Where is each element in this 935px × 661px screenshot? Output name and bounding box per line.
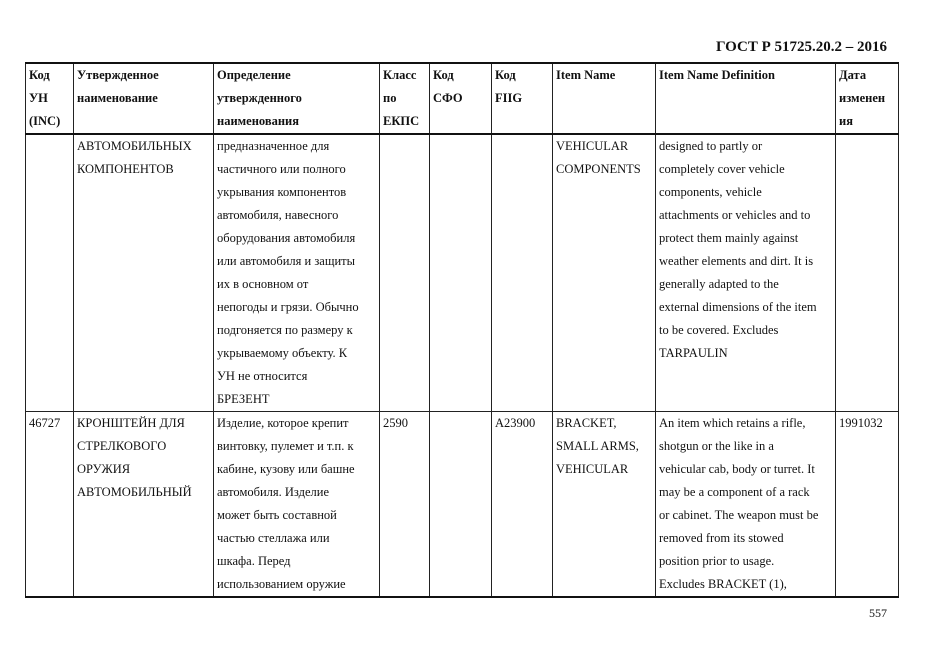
- col-header-class: Класс по ЕКПС: [380, 63, 430, 134]
- cell-approved-name-line: КОМПОНЕНТОВ: [77, 162, 174, 176]
- cell-definition-line: шкафа. Перед: [217, 554, 291, 568]
- cell-definition-line: частью стеллажа или: [217, 531, 330, 545]
- cell-item-name: [553, 134, 656, 412]
- cell-definition-line: может быть составной: [217, 508, 337, 522]
- cell-item-definition-line: to be covered. Excludes: [659, 323, 779, 337]
- cell-item-definition: [656, 134, 836, 412]
- cell-item-definition-line: TARPAULIN: [659, 346, 728, 360]
- cell-class-line: 2590: [383, 416, 408, 430]
- col-header-inc: Код УН (INC): [26, 63, 74, 134]
- cell-item-name-line: COMPONENTS: [556, 162, 641, 176]
- col-header-item-name-definition: Item Name Definition: [656, 63, 836, 134]
- cell-item-definition-line: attachments or vehicles and to: [659, 208, 811, 222]
- cell-item-definition-line: Excludes BRACKET (1),: [659, 577, 787, 591]
- cell-class: [380, 412, 430, 598]
- header-row: [26, 63, 899, 134]
- cell-definition-line: кабине, кузову или башне: [217, 462, 355, 476]
- cell-item-name-line: VEHICULAR: [556, 462, 629, 476]
- cell-change-date: [836, 412, 899, 598]
- col-header-change-date: Дата изменен ия: [836, 63, 899, 134]
- cell-definition: [214, 412, 380, 598]
- cell-definition-line: Изделие, которое крепит: [217, 416, 349, 430]
- cell-item-name: [553, 412, 656, 598]
- cell-item-definition-line: completely cover vehicle: [659, 162, 785, 176]
- cell-fiig: [492, 134, 553, 412]
- table-row: [26, 412, 899, 598]
- cell-approved-name: [74, 412, 214, 598]
- page-number: 557: [869, 606, 887, 620]
- col-header-approved-name: Утвержденное наименование: [74, 63, 214, 134]
- gost-table: [25, 62, 899, 598]
- cell-approved-name: [74, 134, 214, 412]
- cell-item-definition-line: position prior to usage.: [659, 554, 775, 568]
- cell-definition-line: их в основном от: [217, 277, 309, 291]
- col-header-definition: Определение утвержденного наименования: [214, 63, 380, 134]
- cell-item-name-line: SMALL ARMS,: [556, 439, 639, 453]
- cell-item-definition-line: or cabinet. The weapon must be: [659, 508, 819, 522]
- cell-definition-line: предназначенное для: [217, 139, 330, 153]
- col-header-fiig: Код FIIG: [492, 63, 553, 134]
- cell-item-definition-line: An item which retains a rifle,: [659, 416, 806, 430]
- cell-definition-line: непогоды и грязи. Обычно: [217, 300, 359, 314]
- cell-approved-name-line: ОРУЖИЯ: [77, 462, 131, 476]
- document-header: ГОСТ Р 51725.20.2 – 2016: [715, 39, 887, 55]
- cell-definition: [214, 134, 380, 412]
- cell-item-definition-line: external dimensions of the item: [659, 300, 817, 314]
- cell-definition-line: автомобиля, навесного: [217, 208, 339, 222]
- cell-definition-line: БРЕЗЕНТ: [217, 392, 270, 406]
- cell-change-date: [836, 134, 899, 412]
- table-body: [26, 134, 899, 597]
- cell-fiig-line: A23900: [495, 416, 536, 430]
- cell-definition-line: УН не относится: [217, 369, 308, 383]
- cell-item-definition-line: removed from its stowed: [659, 531, 784, 545]
- cell-item-definition-line: vehicular cab, body or turret. It: [659, 462, 815, 476]
- cell-approved-name-line: АВТОМОБИЛЬНЫЙ: [77, 485, 192, 499]
- cell-definition-line: укрывания компонентов: [217, 185, 347, 199]
- cell-sfo: [430, 134, 492, 412]
- cell-approved-name-line: АВТОМОБИЛЬНЫХ: [77, 139, 192, 153]
- cell-class: [380, 134, 430, 412]
- cell-item-definition-line: weather elements and dirt. It is: [659, 254, 814, 268]
- cell-item-definition-line: designed to partly or: [659, 139, 763, 153]
- cell-item-definition-line: generally adapted to the: [659, 277, 779, 291]
- cell-item-definition-line: protect them mainly against: [659, 231, 799, 245]
- cell-item-definition: [656, 412, 836, 598]
- cell-inc: [26, 134, 74, 412]
- cell-inc: [26, 412, 74, 598]
- cell-definition-line: частичного или полного: [217, 162, 346, 176]
- cell-definition-line: оборудования автомобиля: [217, 231, 356, 245]
- cell-approved-name-line: СТРЕЛКОВОГО: [77, 439, 167, 453]
- cell-item-definition-line: shotgun or the like in a: [659, 439, 774, 453]
- cell-definition-line: или автомобиля и защиты: [217, 254, 355, 268]
- col-header-sfo: Код СФО: [430, 63, 492, 134]
- cell-definition-line: укрываемому объекту. К: [217, 346, 348, 360]
- cell-item-name-line: VEHICULAR: [556, 139, 629, 153]
- cell-item-definition-line: may be a component of a rack: [659, 485, 810, 499]
- cell-sfo: [430, 412, 492, 598]
- cell-definition-line: подгоняется по размеру к: [217, 323, 353, 337]
- cell-approved-name-line: КРОНШТЕЙН ДЛЯ: [77, 416, 185, 430]
- cell-definition-line: автомобиля. Изделие: [217, 485, 330, 499]
- cell-change-date-line: 1991032: [839, 416, 883, 430]
- cell-inc-line: 46727: [29, 416, 61, 430]
- cell-definition-line: винтовку, пулемет и т.п. к: [217, 439, 354, 453]
- table-row: [26, 134, 899, 412]
- cell-definition-line: использованием оружие: [217, 577, 346, 591]
- cell-item-definition-line: components, vehicle: [659, 185, 762, 199]
- cell-fiig: [492, 412, 553, 598]
- cell-item-name-line: BRACKET,: [556, 416, 617, 430]
- col-header-item-name: Item Name: [553, 63, 656, 134]
